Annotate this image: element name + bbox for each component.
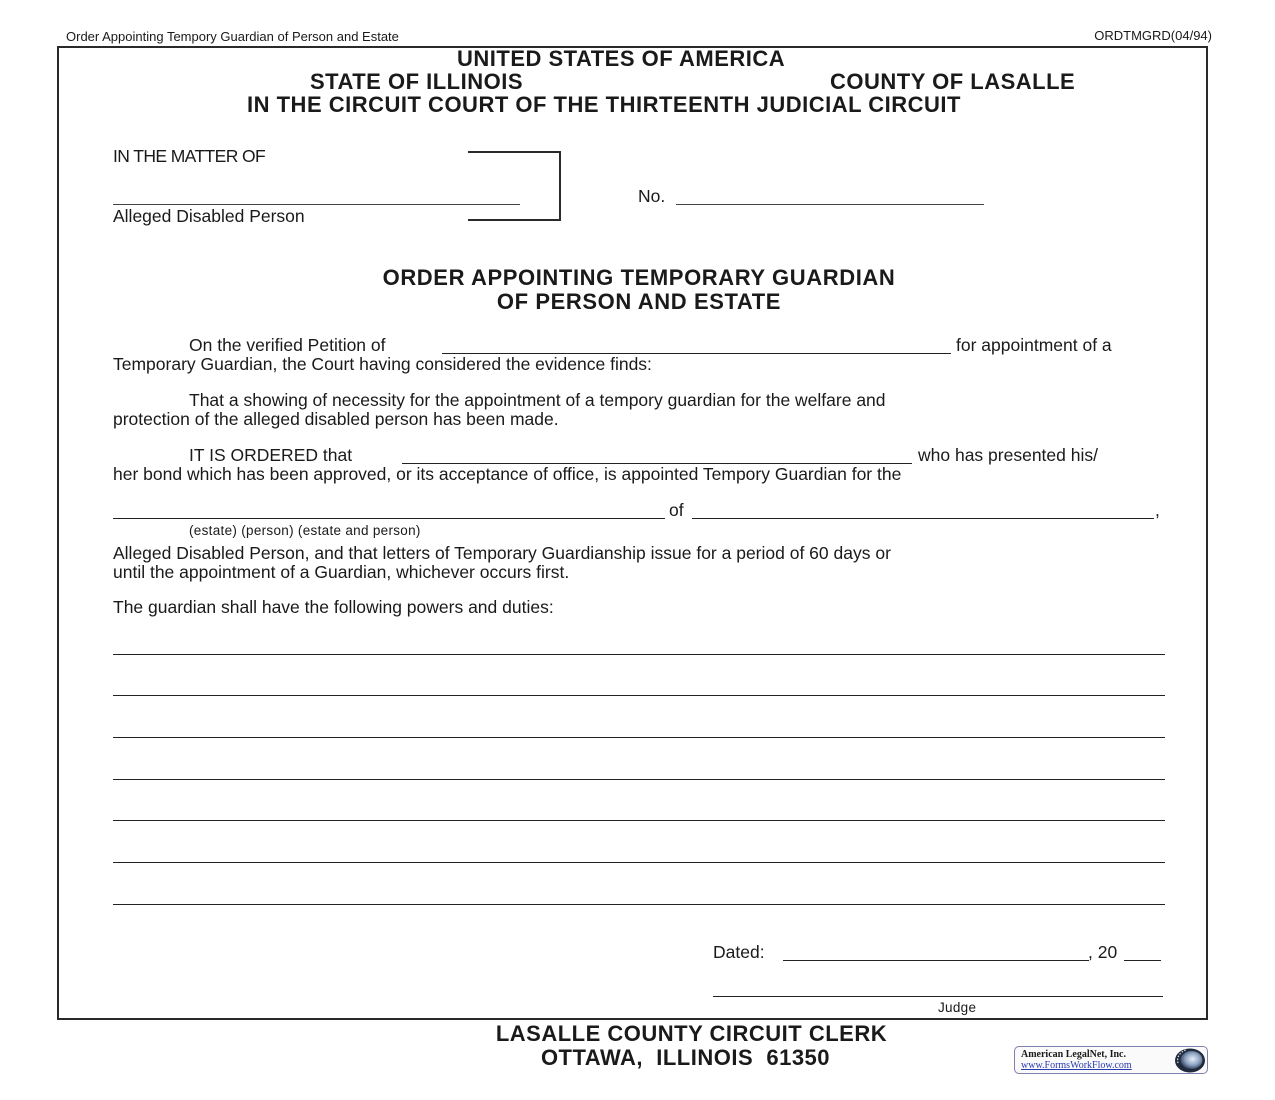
letters-line2: until the appointment of a Guardian, whichever occurs first. [113, 562, 570, 582]
document-title-line1: ORDER APPOINTING TEMPORARY GUARDIAN [382, 265, 896, 290]
case-number-field[interactable] [676, 204, 984, 205]
of-label: of [669, 500, 684, 520]
judge-label: Judge [938, 1000, 977, 1015]
necessity-line2: protection of the alleged disabled person has been made. [113, 409, 559, 429]
powers-line-5[interactable] [113, 820, 1165, 821]
powers-line-3[interactable] [113, 737, 1165, 738]
country-heading: UNITED STATES OF AMERICA [457, 46, 786, 71]
state-heading: STATE OF ILLINOIS [310, 69, 524, 94]
guardianship-type-field[interactable] [113, 518, 665, 519]
guardianship-type-hint: (estate) (person) (estate and person) [189, 523, 421, 538]
dated-label: Dated: [713, 942, 765, 962]
powers-line-4[interactable] [113, 779, 1165, 780]
powers-line-7[interactable] [113, 904, 1165, 905]
form-code: ORDTMGRD(04/94) [1094, 28, 1212, 43]
vendor-name: American LegalNet, Inc. [1021, 1049, 1126, 1060]
appointment-text: her bond which has been approved, or its acceptance of office, is appointed Tempory Guardian for the [113, 464, 902, 484]
powers-line-2[interactable] [113, 695, 1165, 696]
dated-field[interactable] [783, 960, 1089, 961]
petition-intro: On the verified Petition of [189, 335, 386, 355]
running-title: Order Appointing Tempory Guardian of Person and Estate [66, 29, 399, 44]
clerk-address: OTTAWA, ILLINOIS 61350 [540, 1045, 831, 1070]
year-field[interactable] [1124, 960, 1161, 961]
letters-line1: Alleged Disabled Person, and that letters of Temporary Guardianship issue for a period of 60 days or [113, 543, 891, 563]
petition-purpose: for appointment of a [956, 335, 1112, 355]
petition-findings: Temporary Guardian, the Court having considered the evidence finds: [113, 354, 652, 374]
judge-signature-line[interactable] [713, 996, 1163, 997]
in-the-matter-label: IN THE MATTER OF [113, 146, 266, 166]
comma: , [1155, 500, 1160, 520]
clerk-name: LASALLE COUNTY CIRCUIT CLERK [495, 1021, 888, 1046]
vendor-url-link[interactable]: www.FormsWorkFlow.com [1021, 1060, 1132, 1071]
bond-text: who has presented his/ [918, 445, 1098, 465]
ward-name-field[interactable] [692, 518, 1154, 519]
year-prefix: , 20 [1088, 942, 1118, 962]
order-intro: IT IS ORDERED that [189, 445, 353, 465]
caption-bracket [468, 151, 561, 221]
party-role-label: Alleged Disabled Person [113, 206, 305, 226]
necessity-line1: That a showing of necessity for the appointment of a tempory guardian for the welfare and [189, 390, 886, 410]
case-number-label: No. [638, 186, 666, 206]
powers-line-1[interactable] [113, 654, 1165, 655]
powers-label: The guardian shall have the following powers and duties: [113, 597, 554, 617]
county-heading: COUNTY OF LASALLE [830, 69, 1076, 94]
court-heading: IN THE CIRCUIT COURT OF THE THIRTEENTH JUDICIAL CIRCUIT [247, 92, 961, 117]
powers-line-6[interactable] [113, 862, 1165, 863]
party-name-field[interactable] [113, 204, 520, 205]
document-title-line2: OF PERSON AND ESTATE [496, 289, 782, 314]
globe-logo-icon [1172, 1047, 1208, 1074]
